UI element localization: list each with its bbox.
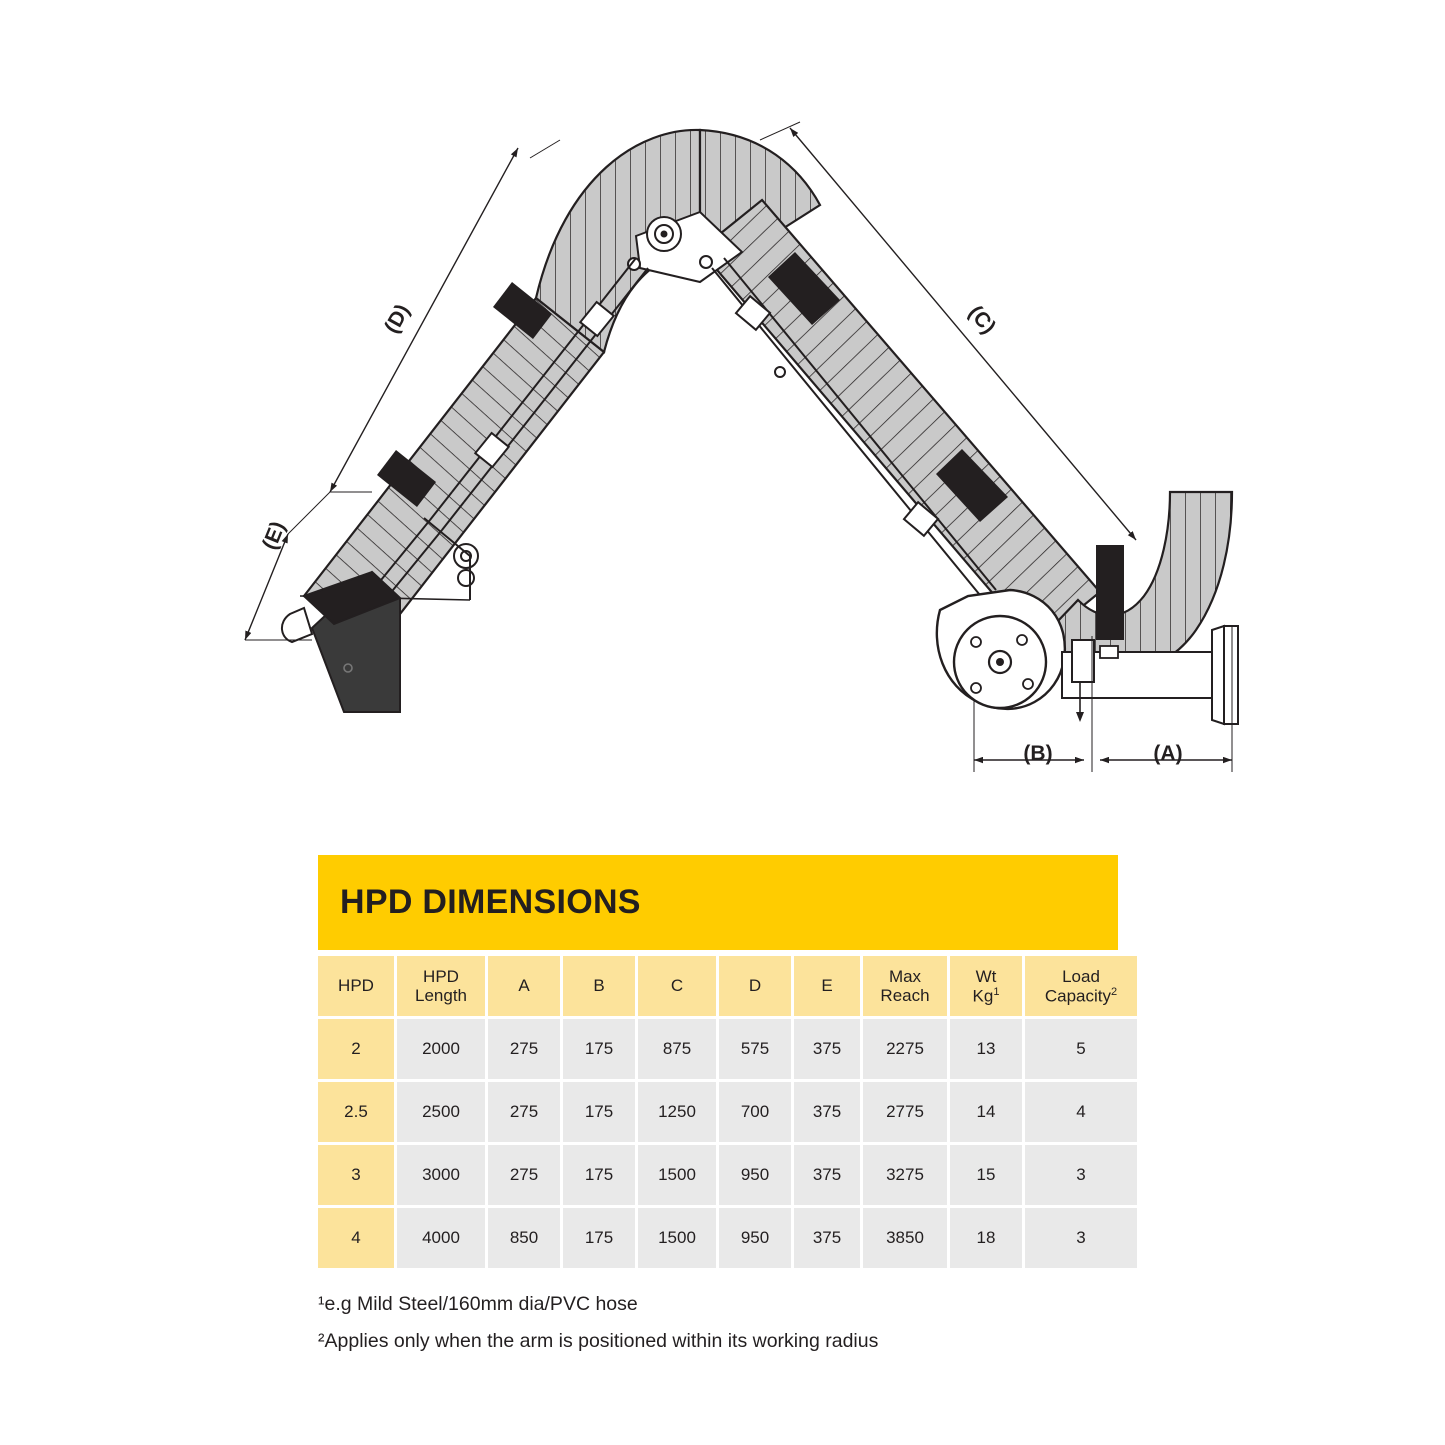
table-header-row <box>318 956 1137 1016</box>
cell-hpd-length: 3000 <box>397 1145 485 1205</box>
cell-a: 275 <box>488 1082 560 1142</box>
cell-a: 850 <box>488 1208 560 1268</box>
cell-d: 575 <box>719 1019 791 1079</box>
dimension-label-a: (A) <box>1153 742 1183 765</box>
table-row <box>318 1082 1137 1142</box>
column-header-load-capacity: Load Capacity$^2$ <box>1025 956 1137 1016</box>
cell-weight: 14 <box>950 1082 1022 1142</box>
cell-max-reach: 2775 <box>863 1082 947 1142</box>
dimension-label-d: (D) <box>380 300 415 338</box>
cell-hpd: 2.5 <box>318 1082 394 1142</box>
cell-d: 950 <box>719 1208 791 1268</box>
column-header-hpd-length: HPD Length <box>397 956 485 1016</box>
cell-weight: 15 <box>950 1145 1022 1205</box>
cell-hpd-length: 4000 <box>397 1208 485 1268</box>
hpd-dimensions-table <box>315 953 1140 1271</box>
cell-e: 375 <box>794 1019 860 1079</box>
upper-hose-section <box>700 200 1100 644</box>
cell-e: 375 <box>794 1145 860 1205</box>
cell-hpd: 3 <box>318 1145 394 1205</box>
cell-e: 375 <box>794 1208 860 1268</box>
table-row <box>318 1208 1137 1268</box>
dimension-label-c: (C) <box>963 301 1001 339</box>
cell-a: 275 <box>488 1145 560 1205</box>
cell-load-capacity: 4 <box>1025 1082 1137 1142</box>
cell-load-capacity: 3 <box>1025 1145 1137 1205</box>
cell-max-reach: 2275 <box>863 1019 947 1079</box>
footnote-2: ²Applies only when the arm is positioned within its working radius <box>318 1330 879 1352</box>
hpd-dimensions-block <box>318 855 1118 1367</box>
cell-c: 1500 <box>638 1145 716 1205</box>
cell-hpd: 4 <box>318 1208 394 1268</box>
cell-b: 175 <box>563 1019 635 1079</box>
dimension-label-e: (E) <box>258 518 290 553</box>
footnote-1: ¹e.g Mild Steel/160mm dia/PVC hose <box>318 1293 638 1315</box>
column-header-hpd: HPD <box>318 956 394 1016</box>
column-header-max-reach: Max Reach <box>863 956 947 1016</box>
cell-load-capacity: 3 <box>1025 1208 1137 1268</box>
column-header-b: B <box>563 956 635 1016</box>
table-row <box>318 1145 1137 1205</box>
cell-d: 950 <box>719 1145 791 1205</box>
cell-hpd-length: 2000 <box>397 1019 485 1079</box>
cell-hpd-length: 2500 <box>397 1082 485 1142</box>
table-title-bar <box>318 855 1118 950</box>
cell-e: 375 <box>794 1082 860 1142</box>
cell-max-reach: 3275 <box>863 1145 947 1205</box>
cell-b: 175 <box>563 1208 635 1268</box>
column-header-weight: Wt Kg$^1$ <box>950 956 1022 1016</box>
cell-c: 1500 <box>638 1208 716 1268</box>
column-header-e: E <box>794 956 860 1016</box>
column-header-a: A <box>488 956 560 1016</box>
cell-c: 1250 <box>638 1082 716 1142</box>
motor-housing <box>282 572 400 712</box>
table-row <box>318 1019 1137 1079</box>
pulley-hub <box>937 590 1065 709</box>
column-header-d: D <box>719 956 791 1016</box>
cell-b: 175 <box>563 1145 635 1205</box>
cell-hpd: 2 <box>318 1019 394 1079</box>
cell-max-reach: 3850 <box>863 1208 947 1268</box>
cell-a: 275 <box>488 1019 560 1079</box>
page-title: HPD DIMENSIONS <box>340 883 641 921</box>
cell-load-capacity: 5 <box>1025 1019 1137 1079</box>
cell-b: 175 <box>563 1082 635 1142</box>
cell-weight: 13 <box>950 1019 1022 1079</box>
footnotes <box>318 1293 1118 1353</box>
cell-c: 875 <box>638 1019 716 1079</box>
dimension-label-b: (B) <box>1023 742 1053 765</box>
cell-weight: 18 <box>950 1208 1022 1268</box>
cell-d: 700 <box>719 1082 791 1142</box>
column-header-c: C <box>638 956 716 1016</box>
